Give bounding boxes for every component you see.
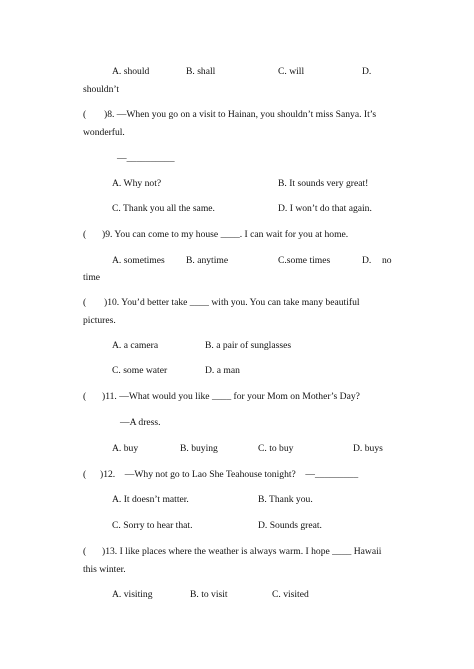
q10-stem-line2: pictures. [83, 315, 116, 326]
q7-option-d: D. [362, 66, 372, 77]
q11-option-d: D. buys [353, 443, 383, 454]
q11-stem: )11. —What would you like ____ for your Mom on Mother’s Day? [102, 391, 360, 402]
q8-stem-line2: wonderful. [83, 127, 125, 138]
q7-option-b: B. shall [186, 66, 216, 77]
q11-option-b: B. buying [180, 443, 218, 454]
q7-option-c: C. will [278, 66, 305, 77]
q8-answer-bracket: ( [83, 109, 87, 120]
q8-option-a: A. Why not? [112, 178, 162, 189]
q11-option-a: A. buy [112, 443, 139, 454]
q11-answer-bracket: ( [83, 391, 87, 402]
q12-option-a: A. It doesn’t matter. [112, 494, 189, 505]
q9-option-a: A. sometimes [112, 255, 165, 266]
q9-option-d-continued: time [83, 272, 101, 283]
q9-option-b: B. anytime [186, 255, 229, 266]
q13-option-a: A. visiting [112, 589, 153, 600]
q9-option-d: D. [362, 255, 372, 266]
q13-option-c: C. visited [272, 589, 309, 600]
q12-option-c: C. Sorry to hear that. [112, 520, 193, 531]
q9-option-c: C.some times [278, 255, 331, 266]
q8-stem-line1: )8. —When you go on a visit to Hainan, you shouldn’t miss Sanya. It’s [104, 109, 377, 120]
q10-option-c: C. some water [112, 365, 168, 376]
q13-stem-line1: )13. I like places where the weather is always warm. I hope ____ Hawaii [102, 546, 382, 557]
q8-answer-line: —__________ [117, 153, 175, 164]
q9-answer-bracket: ( [83, 229, 87, 240]
q7-option-d-continued: shouldn’t [83, 84, 120, 95]
q11-option-c: C. to buy [258, 443, 294, 454]
q13-stem-line2: this winter. [83, 564, 126, 575]
q8-option-b: B. It sounds very great! [278, 178, 369, 189]
q12-stem: )12. —Why not go to Lao She Teahouse tonight? —_________ [100, 469, 359, 480]
q10-answer-bracket: ( [83, 297, 87, 308]
q13-answer-bracket: ( [83, 546, 87, 557]
q10-option-d: D. a man [205, 365, 240, 376]
q11-answer: —A dress. [120, 417, 161, 428]
q10-stem-line1: )10. You’d better take ____ with you. You can take many beautiful [104, 297, 360, 308]
q9-option-d-word: no [382, 255, 392, 266]
q9-stem: )9. You can come to my house ____. I can wait for you at home. [102, 229, 349, 240]
q10-option-b: B. a pair of sunglasses [205, 340, 292, 351]
q7-option-a: A. should [112, 66, 150, 77]
q13-option-b: B. to visit [190, 589, 228, 600]
q8-option-c: C. Thank you all the same. [112, 203, 215, 214]
q12-option-b: B. Thank you. [258, 494, 313, 505]
q12-answer-bracket: ( [83, 469, 87, 480]
q8-option-d: D. I won’t do that again. [278, 203, 372, 214]
q10-option-a: A. a camera [112, 340, 159, 351]
q12-option-d: D. Sounds great. [258, 520, 322, 531]
